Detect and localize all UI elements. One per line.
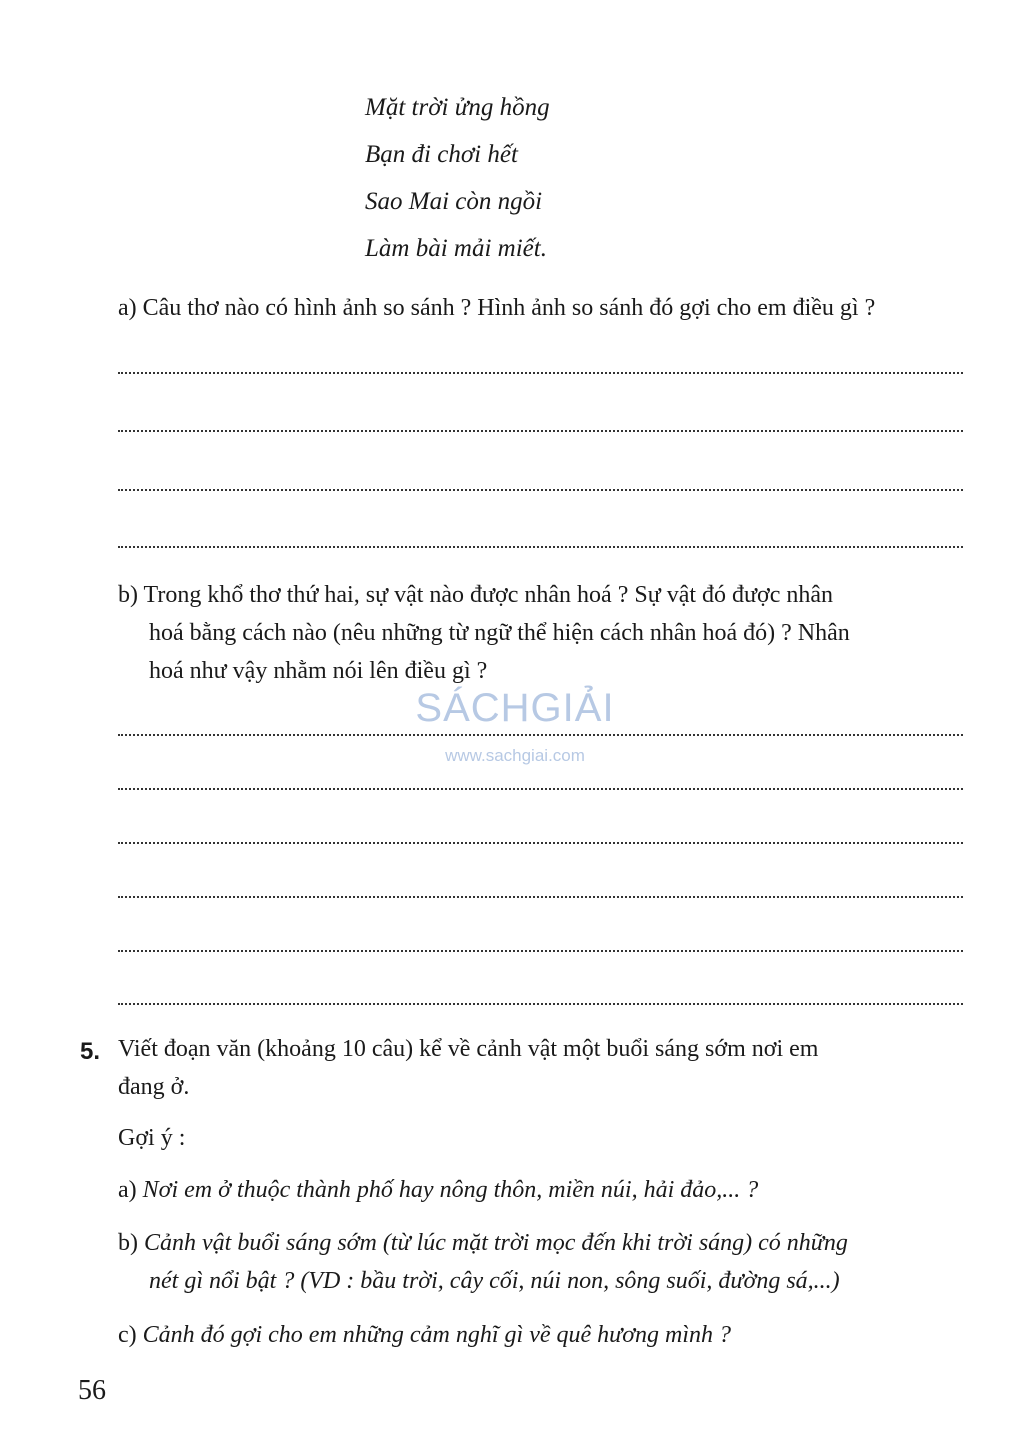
- watermark-url: www.sachgiai.com: [445, 746, 585, 765]
- answer-line: [118, 489, 963, 491]
- watermark: [410, 686, 620, 776]
- answer-line: [118, 430, 963, 432]
- page-number: 56: [78, 1375, 106, 1406]
- exercise-5-line-1: Viết đoạn văn (khoảng 10 câu) kể về cảnh vật một buổi sáng sớm nơi em: [118, 1036, 819, 1062]
- answer-line: [118, 546, 963, 548]
- question-b-line-2: hoá bằng cách nào (nêu những từ ngữ thể hiện cách nhân hoá đó) ? Nhân: [149, 620, 850, 646]
- answer-line: [118, 734, 963, 736]
- hint-a-text: Nơi em ở thuộc thành phố hay nông thôn, miền núi, hải đảo,... ?: [142, 1177, 759, 1203]
- watermark-title: SÁCHGIẢI: [415, 686, 615, 730]
- answer-line: [118, 788, 963, 790]
- question-b-line-3: hoá như vậy nhằm nói lên điều gì ?: [149, 658, 488, 684]
- answer-line: [118, 1003, 963, 1005]
- question-a: a) Câu thơ nào có hình ảnh so sánh ? Hình ảnh so sánh đó gợi cho em điều gì ?: [118, 295, 876, 321]
- hint-c-text: Cảnh đó gợi cho em những cảm nghĩ gì về quê hương mình ?: [142, 1322, 732, 1348]
- exercise-5-number: 5.: [80, 1038, 101, 1065]
- hint-b: [118, 1230, 848, 1257]
- hint-a: [118, 1177, 758, 1204]
- poem-line-4: Làm bài mải miết.: [365, 235, 547, 262]
- answer-line: [118, 950, 963, 952]
- hint-b-prefix: b): [118, 1230, 138, 1256]
- hint-c-prefix: c): [118, 1322, 137, 1348]
- poem-line-3: Sao Mai còn ngồi: [365, 188, 543, 215]
- exercise-5-line-2: đang ở.: [118, 1074, 190, 1100]
- poem-line-2: Bạn đi chơi hết: [365, 141, 518, 168]
- hint-b-text-2: nét gì nổi bật ? (VD : bầu trời, cây cối, núi non, sông suối, đường sá,...): [149, 1268, 840, 1294]
- answer-line: [118, 896, 963, 898]
- poem-line-1: Mặt trời ửng hồng: [365, 94, 550, 121]
- hint-c: [118, 1322, 731, 1349]
- answer-line: [118, 842, 963, 844]
- answer-line: [118, 372, 963, 374]
- hint-label: Gợi ý :: [118, 1125, 186, 1151]
- hint-b-text: Cảnh vật buổi sáng sớm (từ lúc mặt trời mọc đến khi trời sáng) có những: [144, 1230, 848, 1256]
- hint-a-prefix: a): [118, 1177, 137, 1203]
- question-b-line-1: b) Trong khổ thơ thứ hai, sự vật nào được nhân hoá ? Sự vật đó được nhân: [118, 582, 834, 608]
